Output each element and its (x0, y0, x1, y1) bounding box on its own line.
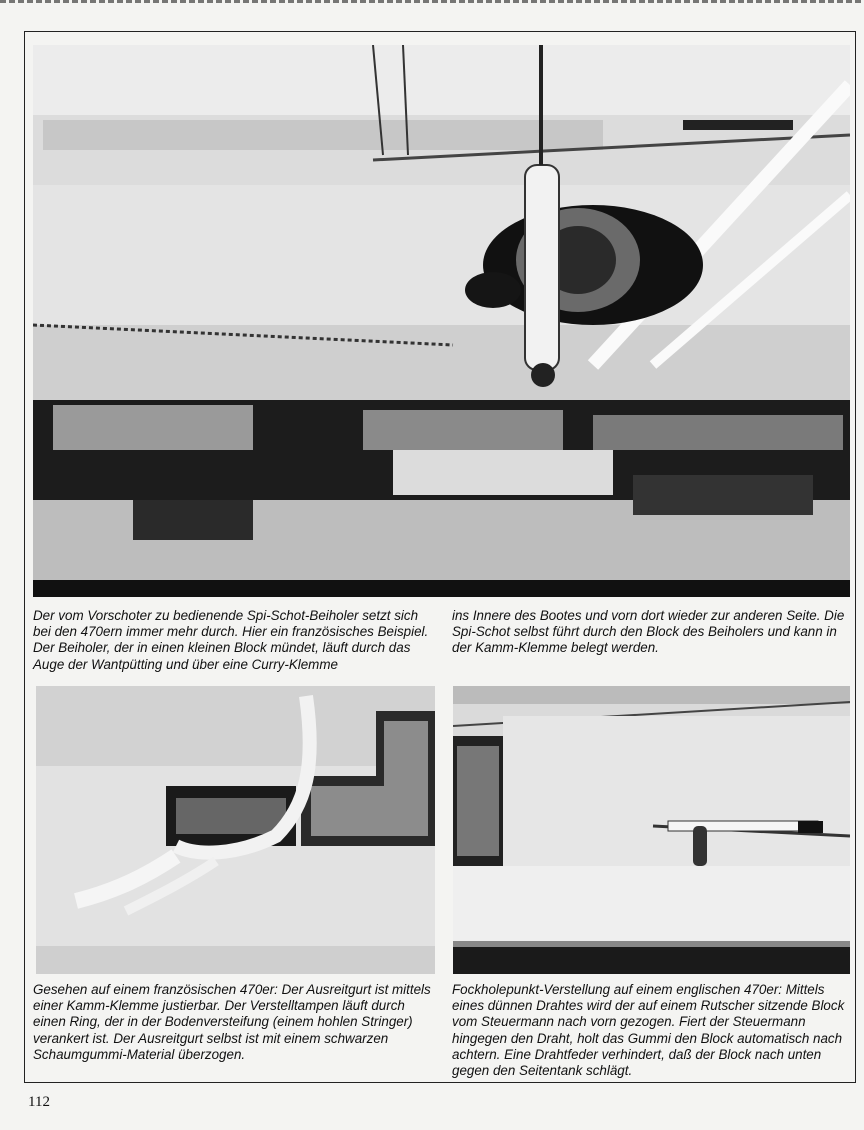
photo-ausreitgurt (36, 686, 435, 974)
photo-spi-schot-beiholer (33, 45, 850, 597)
caption-bottom-right: Fockholepunkt-Verstellung auf einem englischen 470er: Mittels eines dünnen Drahtes wird der auf einem Rutscher sitzende Block vom Steuermann nach vorn gezogen. Fiert der Steuermann hingegen den Draht, holt das Gummi den Block automatisch nach achtern. Eine Drahtfeder verhindert, daß der Block nach unten gegen den Seitentank schlägt. (452, 982, 845, 1079)
photo-fockholepunkt (453, 686, 850, 974)
top-rule (0, 0, 864, 3)
page-number: 112 (28, 1094, 50, 1110)
caption-top-right: ins Innere des Bootes und vorn dort wieder zur anderen Seite. Die Spi-Schot selbst führt durch den Block des Beiholers und kann in der Kamm-Klemme belegt werden. (452, 608, 845, 656)
caption-bottom-left: Gesehen auf einem französischen 470er: Der Ausreitgurt ist mittels einer Kamm-Klemme justierbar. Der Verstelltampen läuft durch einen Ring, der in der Bodenversteifung (einem hohlen Stringer) verankert ist. Der Ausreitgurt selbst ist mit einem schwarzen Schaumgummi-Material überzogen. (33, 982, 431, 1062)
caption-top-left: Der vom Vorschoter zu bedienende Spi-Schot-Beiholer setzt sich bei den 470ern immer mehr durch. Hier ein französisches Beispiel. Der Beiholer, der in einen kleinen Block mündet, läuft durch das Auge der Wantpütting und über eine Curry-Klemme (33, 608, 429, 672)
